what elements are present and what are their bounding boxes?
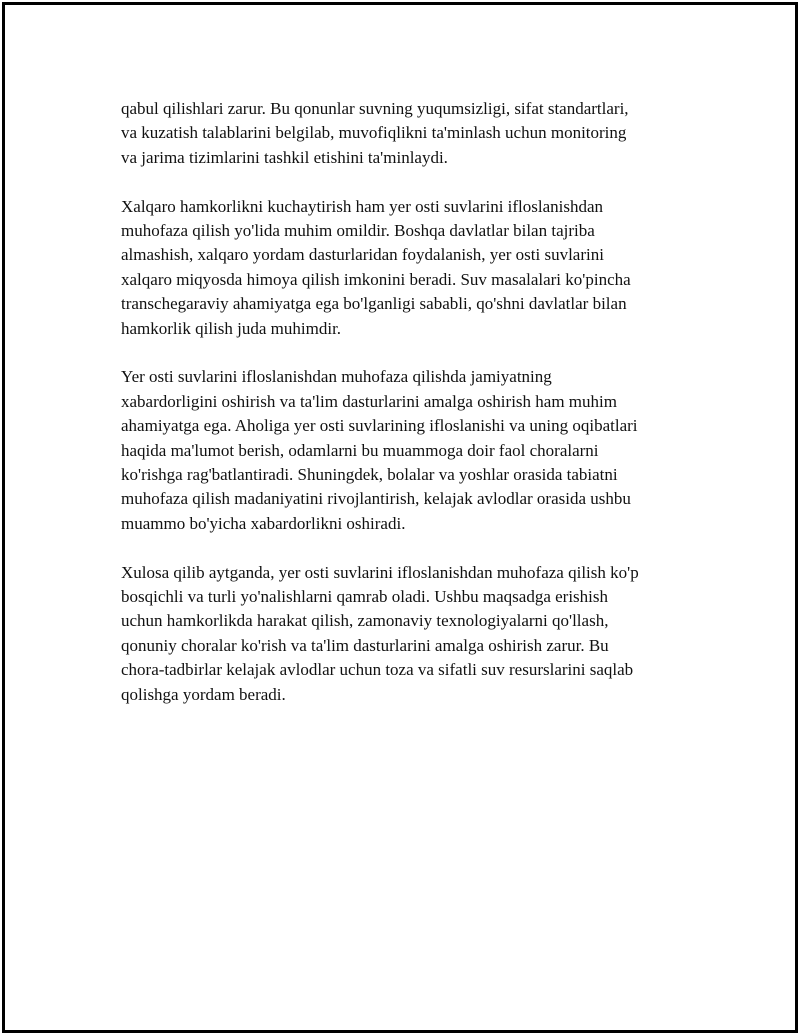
text-line: xabardorligini oshirish va ta'lim dasturlarini amalga oshirish ham muhim <box>121 391 617 411</box>
text-line: chora-tadbirlar kelajak avlodlar uchun toza va sifatli suv resurslarini saqlab <box>121 660 634 680</box>
text-line: ahamiyatga ega. Aholiga yer osti suvlarining ifloslanishi va uning oqibatlari <box>121 416 638 436</box>
text-line: va kuzatish talablarini belgilab, muvofiqlikni ta'minlash uchun monitoring <box>121 123 627 143</box>
text-line: ko'rishga rag'batlantiradi. Shuningdek, bolalar va yoshlar orasida tabiatni <box>121 465 618 485</box>
text-line: bosqichli va turli yo'nalishlarni qamrab oladi. Ushbu maqsadga erishish <box>121 587 608 607</box>
text-line: qonuniy choralar ko'rish va ta'lim dasturlarini amalga oshirish zarur. Bu <box>121 635 609 655</box>
text-line: Xulosa qilib aytganda, yer osti suvlarini ifloslanishdan muhofaza qilish ko'p <box>121 562 639 582</box>
text-line: haqida ma'lumot berish, odamlarni bu muammoga doir faol choralarni <box>121 440 599 460</box>
paragraph-3 <box>121 365 701 536</box>
text-line: qolishga yordam beradi. <box>121 684 286 704</box>
document-body <box>121 97 701 732</box>
text-line: transchegaraviy ahamiyatga ega bo'lganligi sababli, qo'shni davlatlar bilan <box>121 294 627 314</box>
text-line: muhofaza qilish yo'lida muhim omildir. Boshqa davlatlar bilan tajriba <box>121 221 595 241</box>
paragraph-4 <box>121 561 701 707</box>
text-line: muammo bo'yicha xabardorlikni oshiradi. <box>121 513 406 533</box>
text-line: va jarima tizimlarini tashkil etishini ta'minlaydi. <box>121 147 448 167</box>
text-line: muhofaza qilish madaniyatini rivojlantirish, kelajak avlodlar orasida ushbu <box>121 489 631 509</box>
page-frame <box>2 2 798 1033</box>
text-line: qabul qilishlari zarur. Bu qonunlar suvning yuqumsizligi, sifat standartlari, <box>121 99 629 118</box>
text-line: xalqaro miqyosda himoya qilish imkonini beradi. Suv masalalari ko'pincha <box>121 269 631 289</box>
text-line: uchun hamkorlikda harakat qilish, zamonaviy texnologiyalarni qo'llash, <box>121 611 609 631</box>
text-line: almashish, xalqaro yordam dasturlaridan foydalanish, yer osti suvlarini <box>121 245 604 265</box>
paragraph-1 <box>121 97 701 170</box>
text-line: Xalqaro hamkorlikni kuchaytirish ham yer osti suvlarini ifloslanishdan <box>121 196 604 216</box>
text-line: Yer osti suvlarini ifloslanishdan muhofaza qilishda jamiyatning <box>121 367 552 387</box>
text-line: hamkorlik qilish juda muhimdir. <box>121 318 342 338</box>
paragraph-2 <box>121 195 701 341</box>
